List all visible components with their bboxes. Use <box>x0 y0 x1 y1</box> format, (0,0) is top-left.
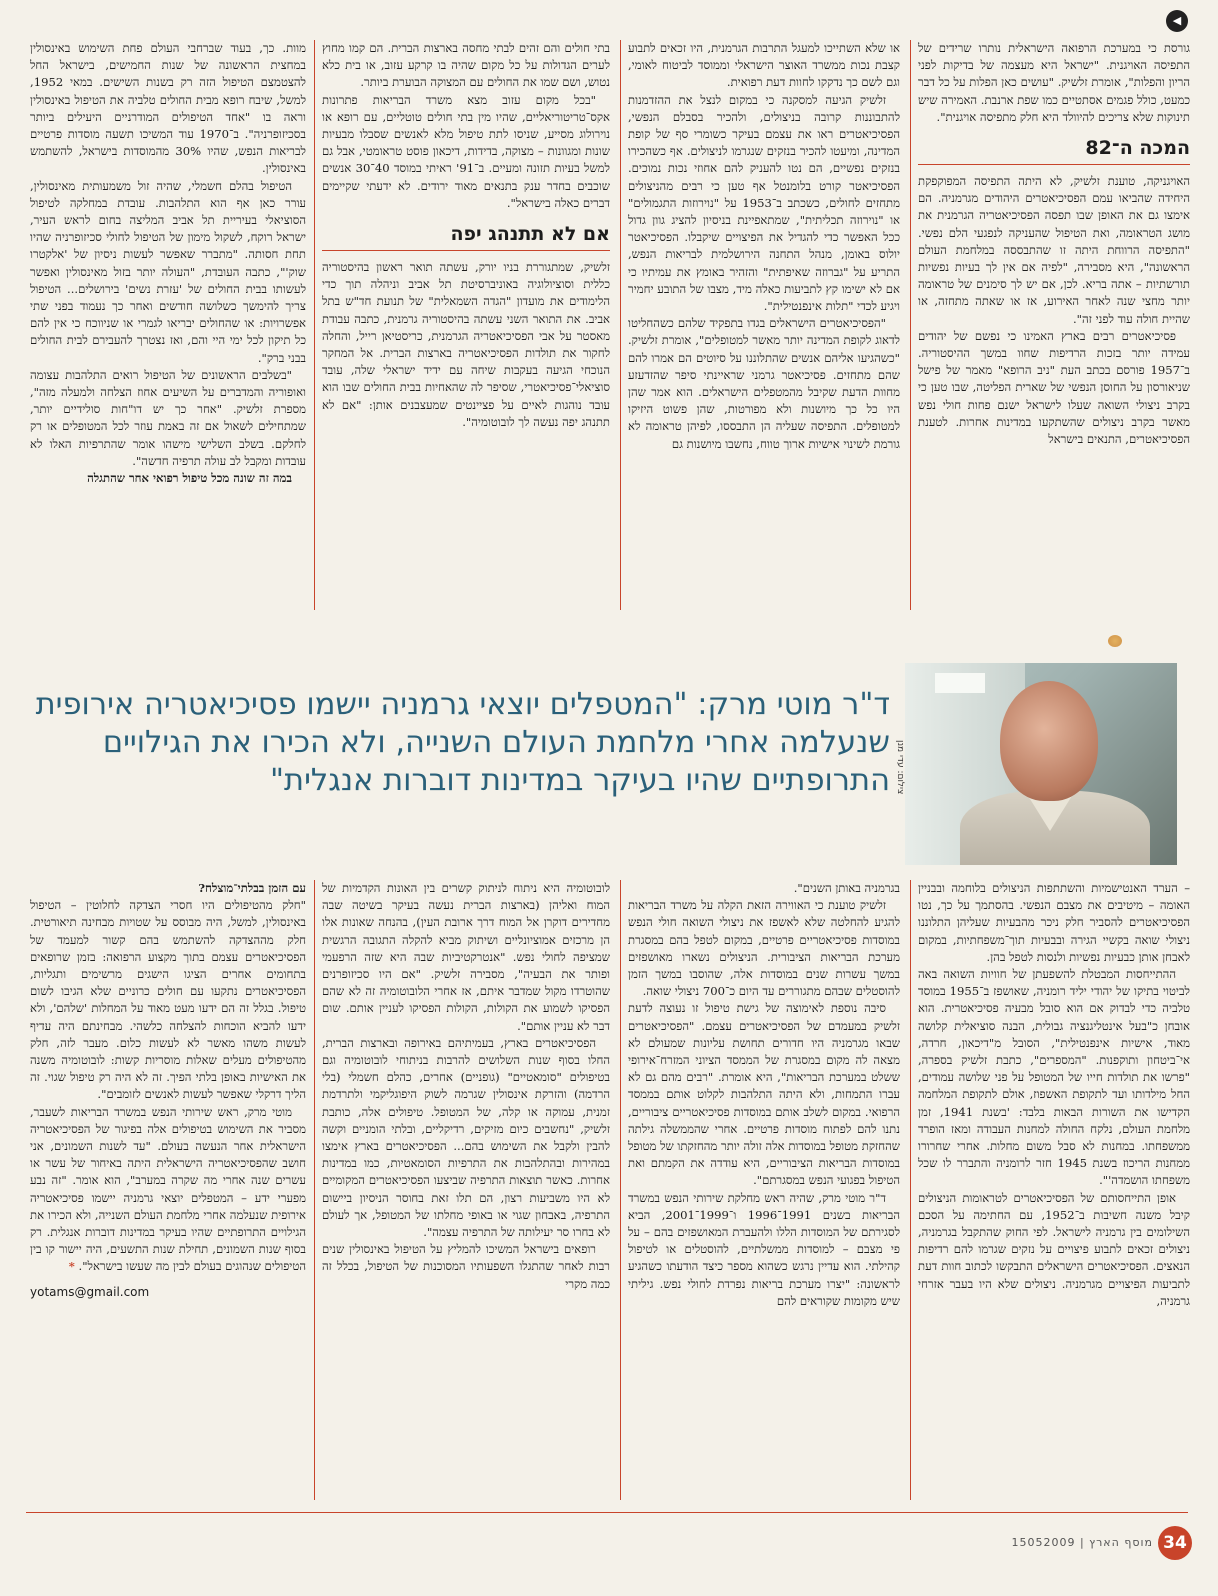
column-rule <box>910 40 911 610</box>
author-email[interactable]: yotams@gmail.com <box>30 1284 150 1299</box>
paragraph: פסיכיאטרים רבים בארץ האמינו כי נפשם של יהודים עמידה יותר בזכות הרדיפות שחוו במשך ההיסטוריה. ב־1957 פורסם בכתב העת "ניב הרופא" מאמר של פישל שניאורסון על החוסן הנפשי של שארית הפליטה, שבו טען כי בקרב ניצולי השואה שעלו לישראל ישנם פחות חולי נפש מאשר בקרב ניצולים שהשתקעו במדינות אחרות. לטענת הפסיכיאטרים, התנאים בישראל <box>918 328 1190 447</box>
paragraph: סיבה נוספת לאימוצה של גישת טיפול זו נעוצה לדעת זלשיק במעמדם של הפסיכיאטרים עצמם. "הפסיכיאטרים שבאו מגרמניה היו חדורים תחושת עליונות שמעולם לא מצאה לה מקום במסגרת של הממסד הציוני המזרח־אירופי ששלט במערכת הבריאות", היא אומרת. "רבים מהם גם לא עברו התמחות, ולא היתה התלהבות לקלוט אותם בממסד הרפואי. במקום לשלב אותם במוסדות פסיכיאטריים ציבוריים, נתנו להם לפתוח מוסדות פרטיים. אחרי שהממשלה גילתה שהחזקת מטופל במוסדות אלה זולה יותר מהחזקתו של מטופל במוסדות הבריאות הציבוריים, היא עודדה את הקמתם ואת הטיפול בפגועי הנפש במסגרתם". <box>628 1001 900 1188</box>
paragraph: האויגניקה, טוענת זלשיק, לא היתה התפיסה המפוקפקת היחידה שהביאו עמם הפסיכיאטרים היהודים מגרמניה. הם אימצו גם את האופן שבו תפסה הפסיכיאטריה הגרמנית את מושג הטראומה, ואת הטיפול שהעניקה לנפגעי הלם נפשי. "התפיסה הרווחת היתה זו שהתבססה במלחמת העולם הראשונה", היא מסבירה, "לפיה אם אין לך בעיות נפשיות תורשתיות – אתה בריא. לכן, אם יש לך סימנים של טראומה יותר מחצי שנה לאחר האירוע, אז או שאתה מתחזה, או שהיית חולה עוד לפני זה". <box>918 174 1190 326</box>
upper-column-3 <box>322 40 610 610</box>
column-rule <box>620 880 621 1500</box>
footer-rule <box>26 1512 1188 1513</box>
paragraph: בתי חולים והם זהים לבתי מחסה בארצות הברית. הם קמו מחוץ לערים הגדולות על כל מקום שהיה בו קרקע עזוב, או בית כלא נטוש, ושם שמו את החולים עם המצוקה הבוערת ביותר. <box>322 41 610 90</box>
section-subhead: המכה ה־82 <box>918 136 1190 165</box>
paragraph: – הערד האנטישמיות והשתתפות הניצולים בלוחמה ובבניין האומה – מיטיבים את מצבם הנפשי. בהסתמך על כך, נטו הפסיכיאטרים להסביר חלק ניכר מהבעיות שעליהן התלוננו ניצולי שואה בקשיי הגירה ובבעיות תוך־משפחתיות, במקום לאבחן אותן כבעיות נפשיות ולנסות לטפל בהן. <box>918 881 1190 964</box>
paragraph: הטיפול בהלם חשמלי, שהיה זול משמעותית מאינסולין, עורר כאן אף הוא התלהבות. עובדת במחלקה לטיפול הסוציאלי בעיריית תל אביב המליצה בחום לראש העיר, ישראל רוקח, לשקול מימון של הטיפול לחולי סכיזופרניה שהיו תחת חסותה. "מתברר שאפשר לעשות ניסיון של 'אלקטרו שוק'", כתבה העובדת, "העולה יותר בזול מאינסולין ואפשר לעשותו בבית החולים של 'עזרת נשים' בירושלים... הטיפול צריך להימשך כשלושה חודשים ואחר כך נעמוד בפני שתי אפשרויות: או שהחולים יבריאו לגמרי או שניווכח כי אין להם כל תיקון לכל ימי היי והם, ואז נצטרך להעבירם לבית החולים בבני ברק". <box>30 178 306 365</box>
column-rule <box>910 880 911 1500</box>
paragraph-bold-tail: במה זה שונה מכל טיפול רפואי אחר שהתגלה <box>87 471 292 486</box>
paragraph: ההתייחסות המבטלת להשפעתן של חוויות השואה באה לביטוי בתיקו של יהודי יליד רומניה, שאושפז ב־1955 במוסד טלביה כדי לבדוק אם הוא סובל מבעיה פסיכיאטרית. הוא אובחן כ"בעל אינטליגנציה גבולית, הבנה סוציאלית קלושה מאוד, אישיות אינפנטילית", הסובל מ"דיכאון, חרדה, אי־ביטחון ותוקפנות. "המספרים", כתבת זלשיק בספרה, "פרשו את תולדות חייו של המטופל על פני שלושה עמודים, החל מילדותו ועד לתקופת האשפוז, אולם לתקופת המלחמה הקדישו את השורות הבאות בלבד: 'בשנת 1941, זמן מלחמת העולם, נלקח החולה למחנות העבודה ומאז הופרד ממשפחתו. במחנות לא סבל משום מחלות. אחרי שחרורו ממחנות הריכוז בשנת 1945 חזר לרומניה והתברר לו שכל משפחתו הושמדה'". <box>918 967 1190 1188</box>
paragraph: "בשלבים הראשונים של הטיפול רואים התלהבות עצומה ואופוריה והמדברים על השיעים אחוז הצלחה ולמעלה מזה", מספרת זלשיק. "אחר כך יש דו"חות סולידיים יותר, שמתחילים לשאול אם זה באמת עוזר לכל המטופלים או רק לחלקם. בשלב השלישי מישהו אומר שהתרפיות האלו לא עובדות ומקבל לב עולה תרפיה חדשה". <box>30 367 306 468</box>
paragraph: זלשיק, שמתגוררת בניו יורק, עשתה תואר ראשון בהיסטוריה כללית וסוציולוגיה באוניברסיטת תל אביב וניהלה תוך כדי הלימודים את מועדון "הגדה השמאלית" של תנועת חד"ש בתל אביב. את התואר השני עשתה בהיסטוריה גרמנית, כתבה עבודת מאסטר על אבי הפסיכיאטריה הגרמנית, כריסטיאן רייל, והחלה לחקור את תולדות הפסיכיאטריה בארצות הברית. אל המחקר הנוכחי הגיעה בעקבות שיחה עם ידיד ישראלי שלה, עובד סוציאלי־פסיכיאטרי, שסיפר לה שהאחיות בבית החולים שבו הוא עובד נוהגות לאיים על פציינטים שמעצבנים אותן: "אם לא תתנהג יפה נעשה לך לובוטומיה". <box>322 260 610 429</box>
end-mark-icon: * <box>68 1259 75 1274</box>
paragraph: גורסת כי במערכת הרפואה הישראלית נותרו שרידים של התפיסה האויגנית. "ישראל היא מעצמה של בדיקות לפני הריון והפלות", אומרת זלשיק. "עושים כאן הפלות על כל דבר כמעט, כולל פגמים אסתטיים כמו שפת ארנבת. האמירה שיש תינוקות שלא צריכים להיוולד היא חלק מתפיסה אויגנית". <box>918 41 1190 124</box>
lower-column-2 <box>628 880 900 1500</box>
paragraph: "חלק מהטיפולים היו חסרי הצדקה לחלוטין – הטיפול באינסולין, למשל, היה מבוסס על שטויות מבחינה תיאורטית. חלק מההצדקה להשתמש בהם קשור למעמד של הפסיכיאטרים עצמם בתוך מקצוע הרפואה: בזמן שרופאים בתחומים אחרים הציגו הישגים מרשימים ותגליות, הפסיכיאטרים נתקעו עם חולים כרוניים שלא הגיבו לשום טיפול. בגלל זה הם ידעו מעט מאוד על המחלות 'שלהם', ולא ידעו להביא הוכחות להצלחה כלשהי. מבחינתם היה עדיף לעשות משהו מאשר לא לעשות כלום. מעבר לזה, חלק מהטיפולים מעלים שאלות מוסריות קשות: לובוטומיה משנה את האישיות באופן בלתי הפיך. זה לא היה רק טיפול שגוי. זה הליך דרקלי שאפשר לעשות לאנשים לזומבים". <box>30 898 306 1102</box>
folio: מוסף הארץ | 15052009 <box>1011 1536 1153 1549</box>
paragraph-bold-head: עם הזמן בבלתי־מוצלח? <box>198 881 306 895</box>
paragraph-text: מוטי מרק, ראש שירותי הנפש במשרד הבריאות לשעבר, מסביר את השימוש בטיפולים אלה בפיגור של הפסיכיאטריה הישראלית אחר הנעשה בעולם. "עד לשנות השמונים, אני חושב שהפסיכיאטריה הישראלית היתה באיחור של עשר או עשרים שנה אחרי מה שקרה במערב", הוא אומר. "זה נבע מפערי ידע – המטפלים יוצאי גרמניה יישמו פסיכיאטריה אירופית שנעלמה אחרי מלחמת העולם השנייה, ולא הכירו את הגילויים התרופתיים שהיו בעיקר במדינות דוברות אנגלית. רק בסוף שנות השמונים, תחילת שנות התשעים, היה יישור קו בין הטיפולים שנהוגים בעולם לבין מה שעשו בישראל". <box>30 1104 306 1274</box>
paragraph: לובוטומיה היא ניתוח לניתוק קשרים בין האונות הקדמיות של המוח ואליהן (בארצות הברית נעשה בעיקר בשיטה שבה מחדירים דוקרן אל המוח דרך ארובת העין), בהנחה שאונות אלו הן מרכזים אמוציונליים ושיתוק מביא להקלה התגובה הרגשית שמציפה לחולי נפש. "אנטרקטיביות שבה היא שזה הרפעמי ופותר את הבעיה", מסבירה זלשיק. "אם היו סכיזופרנים שהוטרדו מקול שמדבר איתם, אז אחרי הלובוטומיה זה לא שהם הפסיקו לשמוע את הקולות, הקולות הפסיקו לעניין אותם. שום דבר לא עניין אותם". <box>322 881 610 1033</box>
paragraph: מוות. כך, בעוד שברחבי העולם פחת השימוש באינסולין במחצית הראשונה של שנות החמישים, בישראל החל להצטמצם הטיפול הזה רק בשנות השישים. במאי 1952, למשל, שיבח רופא מבית החולים טלביה את הטיפול באינסולין וראה בו "אחד הטיפולים המודרניים היעילים ביותר בסכיזופרניה". ב־1970 עוד המשיכו תשעה מוסדות פרטיים לבריאות הנפש, שהיו 30% מהמוסדות בישראל, להשתמש באינסולין. <box>30 41 306 176</box>
upper-col1-body <box>918 40 1190 448</box>
photo-credit: צילום: עדי מנן <box>895 739 905 794</box>
paragraph: אופן התייחסותם של הפסיכיאטרים לטראומות הניצולים קיבל משנה חשיבות ב־1952, עם החתימה על הסכם השילומים בין גרמניה לישראל. לפי החוק שהתקבל בגרמניה, ניצולים זכאים לתבוע פיצויים על נזקים שגרמו להם רדיפות הנאצים. הפסיכיאטרים הישראלים התבקשו לכתוב חוות דעת לתביעות הפיצויים מגרמניה. ניצולים שלא היו בעבר אזרחי גרמניה, <box>918 1190 1190 1308</box>
paragraph: או שלא השתייכו למעגל התרבות הגרמנית, היו זכאים לתבוע קצבת נכות ממשרד האוצר הישראלי וממוסד לביטוח לאומי, וגם לשם כך נדקקו לחוות דעת רפואית. <box>628 41 900 90</box>
paragraph: זלשיק הגיעה למסקנה כי במקום לנצל את ההזדמנות להתבוננות קרובה בניצולים, ולהכיר בסבלם הנפשי, הפסיכיאטרים ראו את עצמם בעיקר כשומרי סף של קופת המדינה, ומיעטו להכיר בנזקים שנגרמו לניצולים. אף כשהכירו בנזקים נפשיים, הם נטו להעניק להם אחוזי נכות נמוכים. הפסיכיאטר קורט בלומנטל אף טען כי רבים מהניצולים מתחזים לחולים, כשכתב ב־1953 על "נוירוזות התגמולים" או "נוירוזה תכליתית", שמתאפיינת בניסיון להציג גוון גדול ככל האפשר כדי להגדיל את הפיצויים שיקבלו. הפסיכיאטר יולוס באומן, מנהל התחנה הירושלמית לבריאות הנפש, התריע על "גברוזה שאיפתית" והזהיר באומץ את עמיתיו כי אם לא ישימו קץ לתביעות כאלה מיד, מצבו של התובע יחמיר ויגיע לכדי "תלות אינפנטילית". <box>628 92 900 314</box>
upper-column-4 <box>30 40 306 610</box>
section-subhead: אם לא תתנהג יפה <box>322 222 610 251</box>
pull-quote: ד"ר מוטי מרק: "המטפלים יוצאי גרמניה יישמו פסיכיאטריה אירופית שנעלמה אחרי מלחמת העולם השנייה, ולא הכירו את הגילויים התרופתיים שהיו בעיקר במדינות דוברות אנגלית" <box>35 687 890 798</box>
paragraph: הפסיכיאטרים בארץ, בעמיתיהם באירופה ובארצות הברית, החלו בסוף שנות השלושים להרבות בניתוחי לובוטומיה וגם בטיפולים "סומאטיים" (גופניים) אחרים, כהלם חשמלי (בלי הרדמה) והזרקת אינסולין שגרמה לשוק היפוגליקמי ולתרדמת זמנית, עמוקה או קלה, של המטופל. טיפולים אלה, כותבת זלשיק, "נחשבים כיום מזיקים, רדיקליים, ובלתי הומניים וקשה להבין ולקבל את השימוש בהם... הפסיכיאטרים בארץ אימצו במהירות ובהתלהבות את התרפיות הסומאטיות, כמו במדינות אחרות. כאשר תוצאות התרפיה שביצעו הפסיכיאטרים המקומיים לא היו משביעות רצון, הם תלו זאת בחוסר הניסיון ביישום התרפיה, באבחון שגוי או באופי מחלתו של המטופל, אך לעולם לא בחרו סר יעילותה של התרפיה עצמה". <box>322 1035 610 1240</box>
paragraph: זלשיק טוענת כי האווירה הזאת הקלה על משרד הבריאות להגיע להחלטה שלא לאשפז את ניצולי השואה חולי הנפש במוסדות פסיכיאטריים פרטיים, במקום לטפל בהם במסגרת מערכת הבריאות הציבורית. הניצולים נשארו מאושפזים במשך עשרות שנים במוסדות אלה, שהוסבו במשך הזמן להוסטלים שבהם מתגוררים עד היום כ־700 ניצולי שואה. <box>628 898 900 999</box>
coffee-stain <box>1108 635 1122 647</box>
paragraph: בגרמניה באותן השנים". <box>793 881 900 895</box>
upper-column-2 <box>628 40 900 610</box>
lower-column-4 <box>30 880 306 1500</box>
lower-column-3 <box>322 880 610 1500</box>
paragraph: "הפסיכיאטרים הישראלים בגדו בתפקיד שלהם כשהחליטו לדאוג לקופת המדינה יותר מאשר למטופלים", אומרת זלשיק. "כשהגיעו אליהם אנשים שהתלוננו על סיוטים הם אמרו להם שהם מתחזים. פסיכיאטר גרמני שראיינתי סיפר שהזדעזע מחוות הדעת שקיבל מהמטפלים הישראלים. הוא אמר שהן היו כל כך מיושנות ולא מפורטות, שהן פשוט היזיקו למטופלים. התפיסה שעליה הן התבססו, לפיהן טראומה לא גורמת לשינוי אישיות ארוך טווח, נחשבו מיושנות גם <box>628 316 900 451</box>
page-number: 34 <box>1158 1526 1192 1560</box>
portrait-photo <box>905 663 1177 865</box>
column-rule <box>314 880 315 1500</box>
paragraph <box>30 1104 306 1276</box>
upper-column-1 <box>918 40 1190 610</box>
paragraph: רופאים בישראל המשיכו להמליץ על הטיפול באינסולין שנים רבות לאחר שהתגלו השפעותיו המסוכנות של הטיפול, בכלל זה כמה מקרי <box>322 1242 610 1291</box>
lower-column-1 <box>918 880 1190 1500</box>
column-rule <box>314 40 315 610</box>
paragraph: ד"ר מוטי מרק, שהיה ראש מחלקת שירותי הנפש במשרד הבריאות בשנים 1991־1996 ו־1999־2001, הביא לסגירתם של המוסדות הללו ולהעברת המאושפזים בהם – על פי מצבם – למוסדות ממשלתיים, להוסטלים או לטיפול קהילתי. הוא עדיין נרגש כשהוא מספר כיצד הודעתו כשהגיע לראשונה: "יצרו מערכת בריאות נפרדת לחולי נפש. גיליתי שיש מקומות שקוראים להם <box>628 1190 900 1308</box>
column-rule <box>620 40 621 610</box>
paragraph: "בכל מקום עזוב מצא משרד הבריאות פתרונות אקס־טריטוריאליים, שהיו מין בתי חולים טוטליים, עם רופא או נוירולוג מסייע, שניסו לתת טיפול מלא לאנשים שסבלו מבעיות שונות ומגוונות – מצוקה, בדידות, דיכאון פוסט טראומטי, אבל גם למשל בעיות תזונה ומעיים. ב־91' ראיתי במוסד 40־30 אנשים שוכבים בחדר ענק בתנאים מאוד ירודים. לא ידעתי שקיימים דברים כאלה בישראל". <box>322 92 610 210</box>
section-arrow-icon: ◀ <box>1166 10 1188 32</box>
